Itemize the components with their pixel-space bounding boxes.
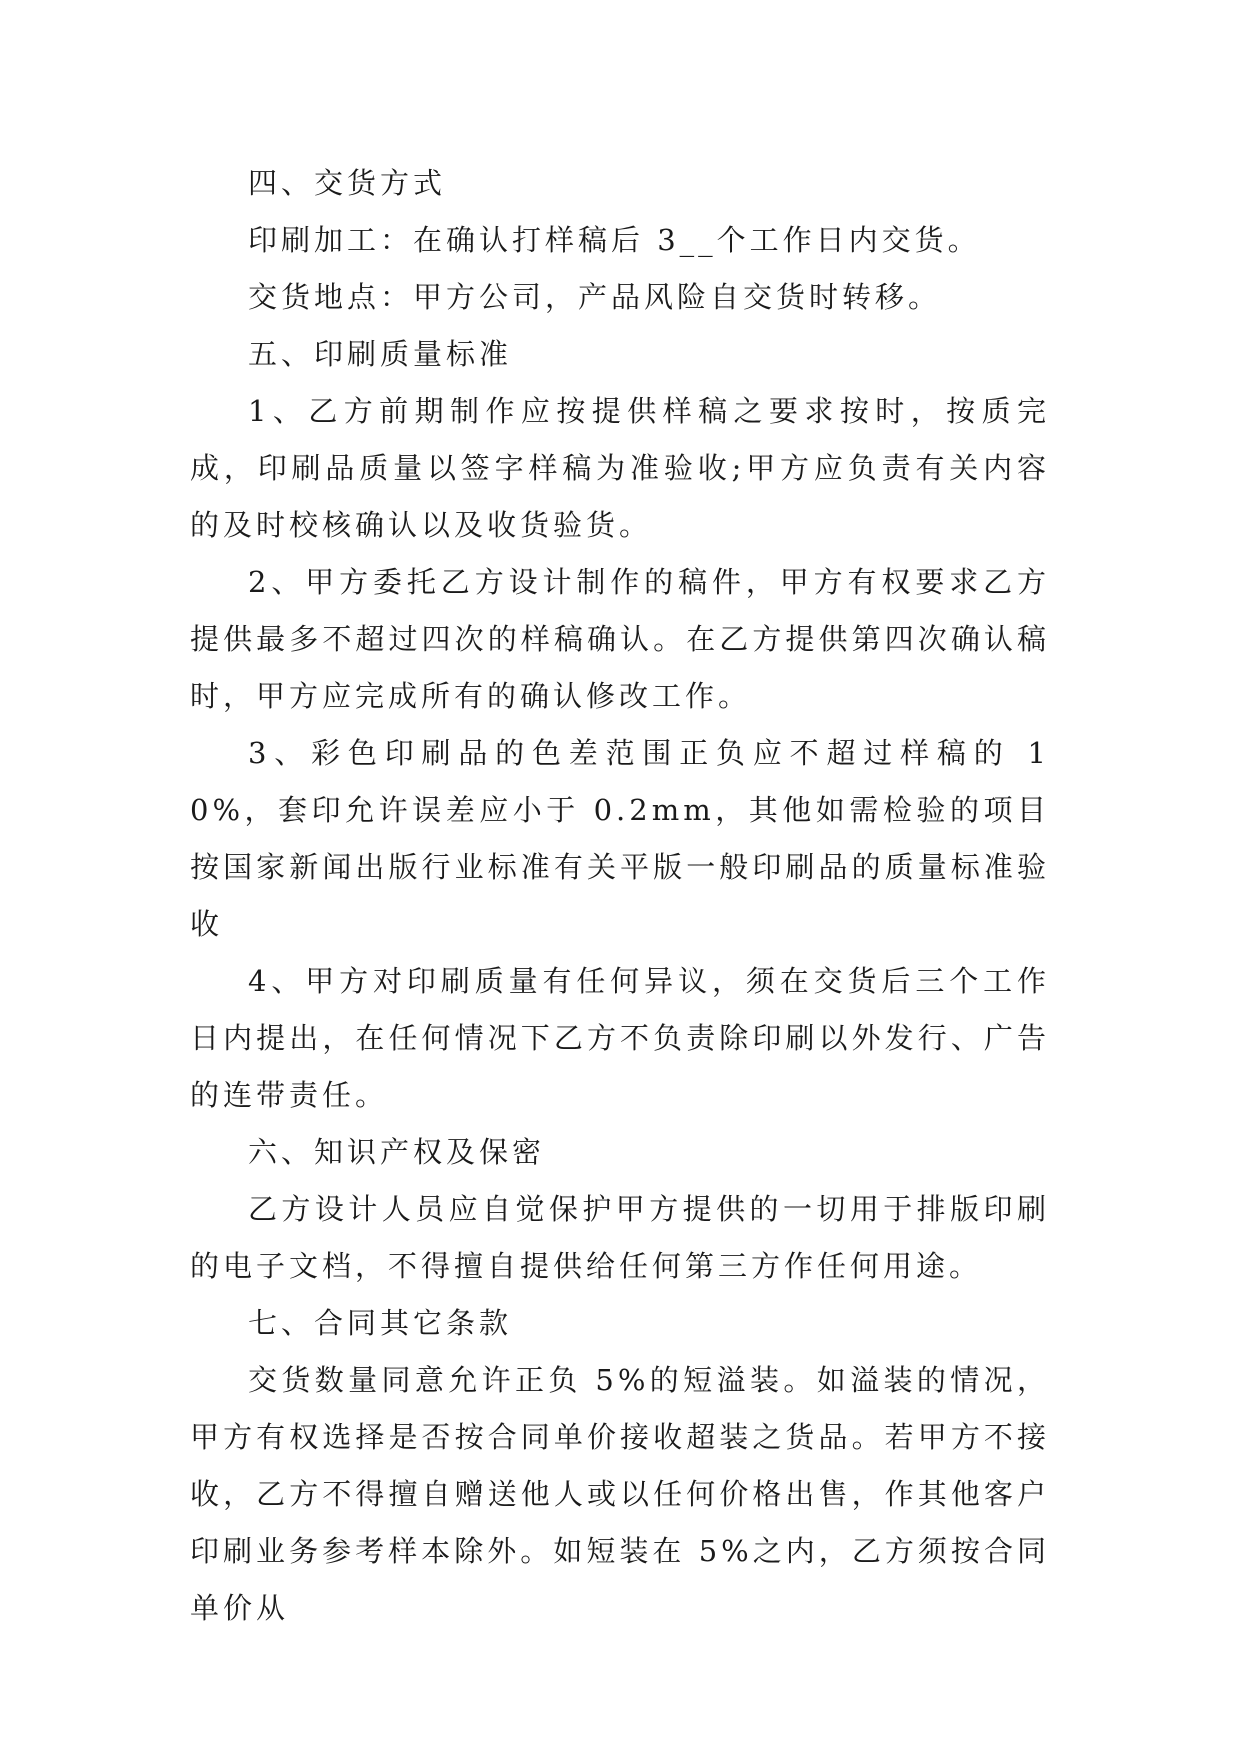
paragraph-printing-processing: 印刷加工：在确认打样稿后 3__个工作日内交货。 bbox=[248, 223, 981, 257]
paragraph-quality-2: 2、甲方委托乙方设计制作的稿件，甲方有权要求乙方提供最多不超过四次的样稿确认。在乙方提供第四次确认稿时，甲方应完成所有的确认修改工作。 bbox=[190, 565, 1050, 713]
document-body bbox=[190, 155, 1050, 1637]
section-heading-other-terms: 七、合同其它条款 bbox=[248, 1306, 513, 1340]
paragraph-quality-3: 3、彩色印刷品的色差范围正负应不超过样稿的 10%，套印允许误差应小于 0.2mm，其他如需检验的项目按国家新闻出版行业标准有关平版一般印刷品的质量标准验收 bbox=[190, 736, 1050, 941]
section-heading-quality: 五、印刷质量标准 bbox=[248, 337, 513, 371]
paragraph-quality-1: 1、乙方前期制作应按提供样稿之要求按时，按质完成，印刷品质量以签字样稿为准验收;甲方应负责有关内容的及时校核确认以及收货验货。 bbox=[190, 394, 1050, 542]
paragraph-quality-4: 4、甲方对印刷质量有任何异议，须在交货后三个工作日内提出，在任何情况下乙方不负责除印刷以外发行、广告的连带责任。 bbox=[190, 964, 1050, 1112]
paragraph-delivery-location: 交货地点：甲方公司，产品风险自交货时转移。 bbox=[248, 280, 942, 314]
paragraph-other-terms: 交货数量同意允许正负 5%的短溢装。如溢装的情况，甲方有权选择是否按合同单价接收超装之货品。若甲方不接收，乙方不得擅自赠送他人或以任何价格出售，作其他客户印刷业务参考样本除外。如短装在 5%之内，乙方须按合同单价从 bbox=[190, 1363, 1050, 1625]
section-heading-delivery: 四、交货方式 bbox=[248, 166, 447, 200]
paragraph-ip: 乙方设计人员应自觉保护甲方提供的一切用于排版印刷的电子文档，不得擅自提供给任何第三方作任何用途。 bbox=[190, 1192, 1050, 1283]
section-heading-ip: 六、知识产权及保密 bbox=[248, 1135, 546, 1169]
